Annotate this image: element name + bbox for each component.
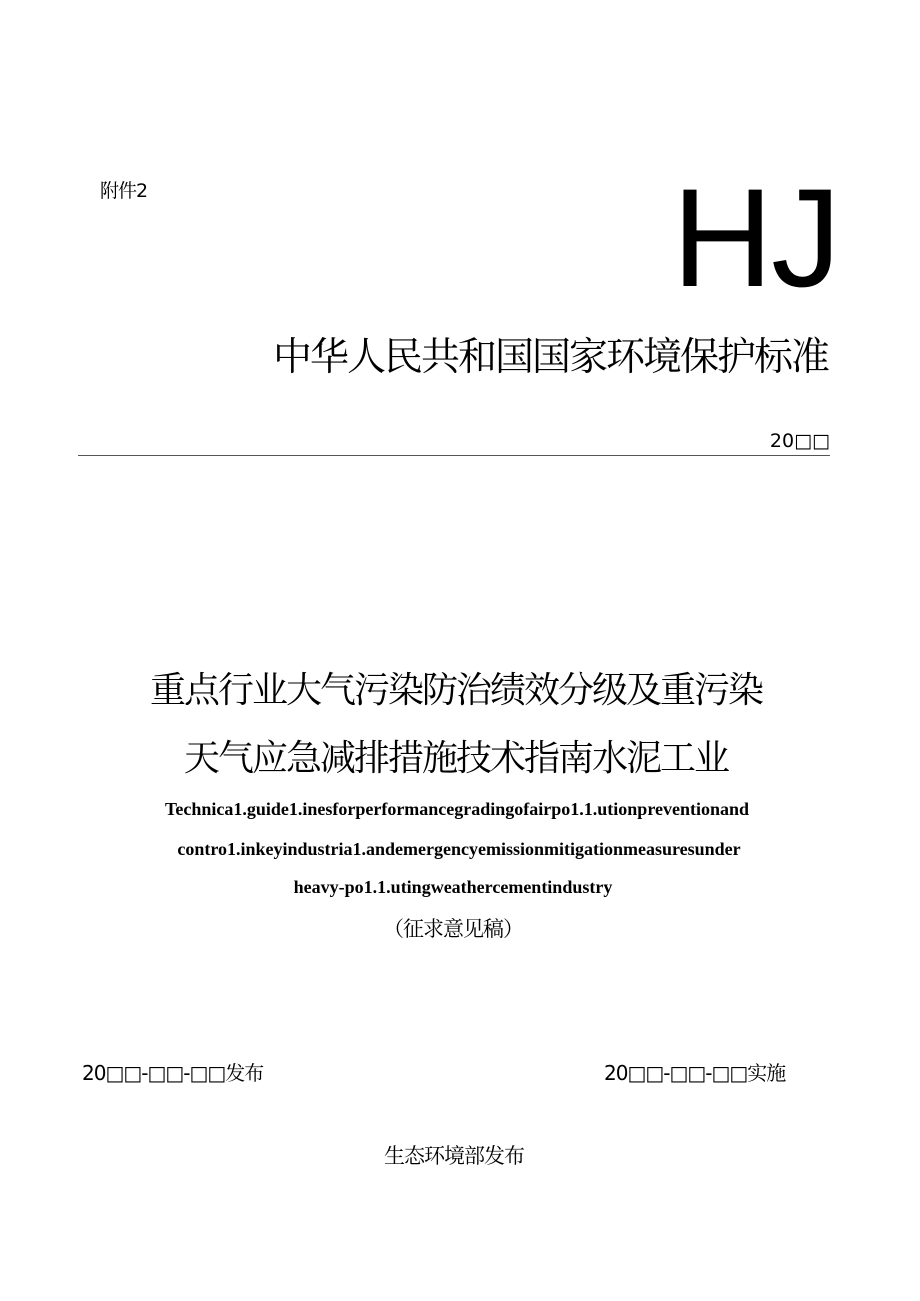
standard-title: 中华人民共和国国家环境保护标准 xyxy=(272,335,828,380)
implementation-date: 20□□-□□-□□实施 xyxy=(604,1061,786,1085)
english-title-line-2: contro1.inkeyindustria1.andemergencyemissionmitigationmeasuresunder xyxy=(177,839,741,859)
hj-standard-logo: HJ xyxy=(672,159,840,316)
issue-date: 20□□-□□-□□发布 xyxy=(82,1061,264,1085)
draft-note: （征求意见稿） xyxy=(383,917,523,941)
header-divider xyxy=(78,455,830,456)
publisher: 生态环境部发布 xyxy=(384,1144,524,1168)
attachment-label: 附件2 xyxy=(100,180,148,202)
standard-number: 20□□ xyxy=(769,430,830,452)
document-title-line-2: 天气应急减排措施技术指南水泥工业 xyxy=(183,738,728,779)
english-title-line-1: Technica1.guide1.inesforperformancegradingofairpo1.1.utionpreventionand xyxy=(164,799,749,819)
english-title-line-3: heavy-po1.1.utingweathercementindustry xyxy=(293,877,613,897)
document-title-line-1: 重点行业大气污染防治绩效分级及重污染 xyxy=(149,670,762,711)
